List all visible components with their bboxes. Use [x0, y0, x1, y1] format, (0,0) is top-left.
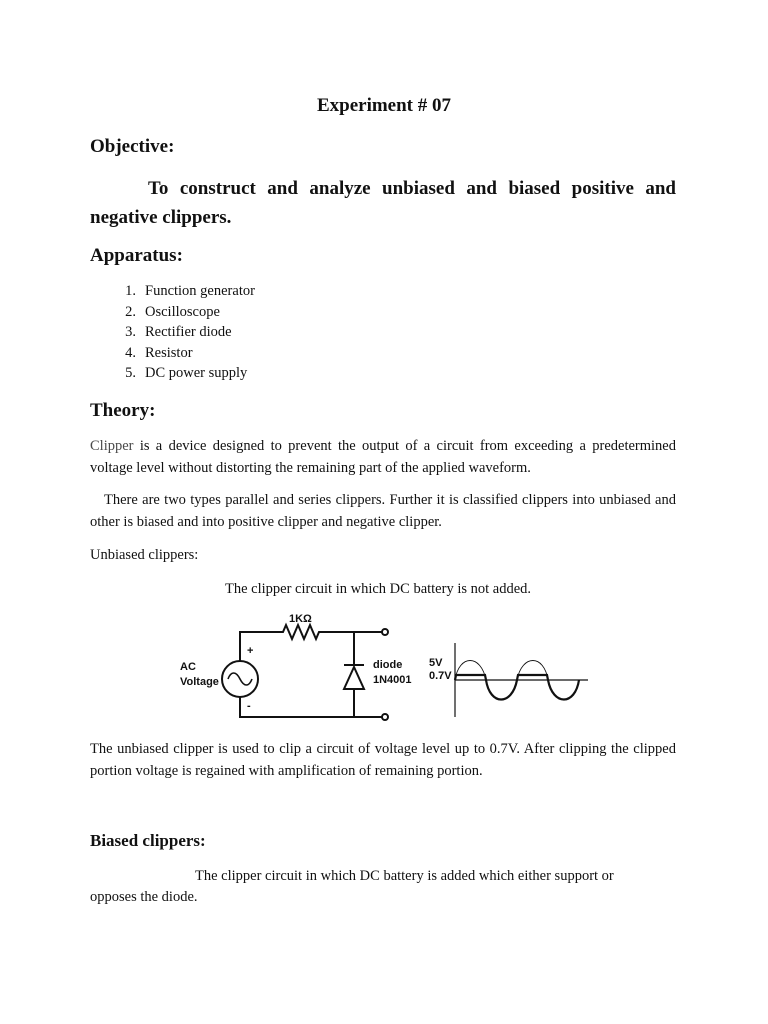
list-item [90, 363, 255, 384]
list-label: Function generator [145, 283, 255, 299]
list-number: 4. [125, 344, 136, 361]
list-item [90, 281, 255, 302]
experiment-title: Experiment # 07 [316, 95, 452, 116]
plus-sign: + [247, 645, 254, 657]
theory-paragraph-1 [90, 435, 676, 479]
level-high-label: 5V [429, 657, 443, 669]
list-item [90, 302, 255, 323]
resistor-label: 1KΩ [289, 613, 312, 625]
list-label: Resistor [145, 344, 193, 361]
clipper-circuit-figure [170, 605, 600, 730]
list-number: 2. [125, 303, 136, 320]
list-item [90, 343, 255, 364]
source-label-line-1: AC [180, 661, 196, 673]
unbiased-definition: The clipper circuit in which DC battery is not added. [225, 581, 532, 597]
apparatus-list [90, 281, 255, 384]
diode-label: diode [373, 659, 403, 671]
list-label: DC power supply [145, 365, 248, 381]
theory-paragraph-2: There are two types parallel and series clippers. Further it is classified clippers into unbiased and other is biased and into positive clipper and negative clipper. [90, 492, 676, 530]
source-label-line-2: Voltage [180, 676, 219, 688]
diode-icon [344, 667, 364, 689]
list-number: 1. [125, 283, 136, 299]
list-label: Oscilloscope [145, 303, 220, 320]
clipper-link[interactable]: Clipper [90, 438, 134, 454]
list-item [90, 322, 255, 343]
biased-definition-line-2: opposes the diode. [90, 889, 198, 905]
list-number: 3. [125, 324, 136, 340]
biased-heading: Biased clippers: [90, 831, 206, 850]
unbiased-description: The unbiased clipper is used to clip a circuit of voltage level up to 0.7V. After clipping the clipped portion voltage is regained with amplification of remaining portion. [90, 741, 676, 779]
diode-part-number: 1N4001 [373, 674, 412, 686]
unbiased-label: Unbiased clippers: [90, 547, 199, 563]
theory-paragraph-1-text: is a device designed to prevent the output of a circuit from exceeding a predetermined voltage level without distorting the remaining part of the applied waveform. [90, 438, 676, 476]
list-label: Rectifier diode [145, 324, 232, 340]
terminal-icon [382, 629, 388, 635]
theory-heading: Theory: [90, 400, 156, 421]
output-waveform [455, 643, 588, 717]
minus-sign: - [247, 700, 251, 712]
objective-heading: Objective: [90, 136, 175, 157]
apparatus-heading: Apparatus: [90, 245, 183, 266]
biased-definition-line-1: The clipper circuit in which DC battery is added which either support or [195, 868, 614, 884]
objective-text: To construct and analyze unbiased and biased positive and negative clippers. [90, 178, 676, 228]
list-number: 5. [125, 365, 136, 381]
level-clip-label: 0.7V [429, 670, 452, 682]
terminal-icon [382, 714, 388, 720]
